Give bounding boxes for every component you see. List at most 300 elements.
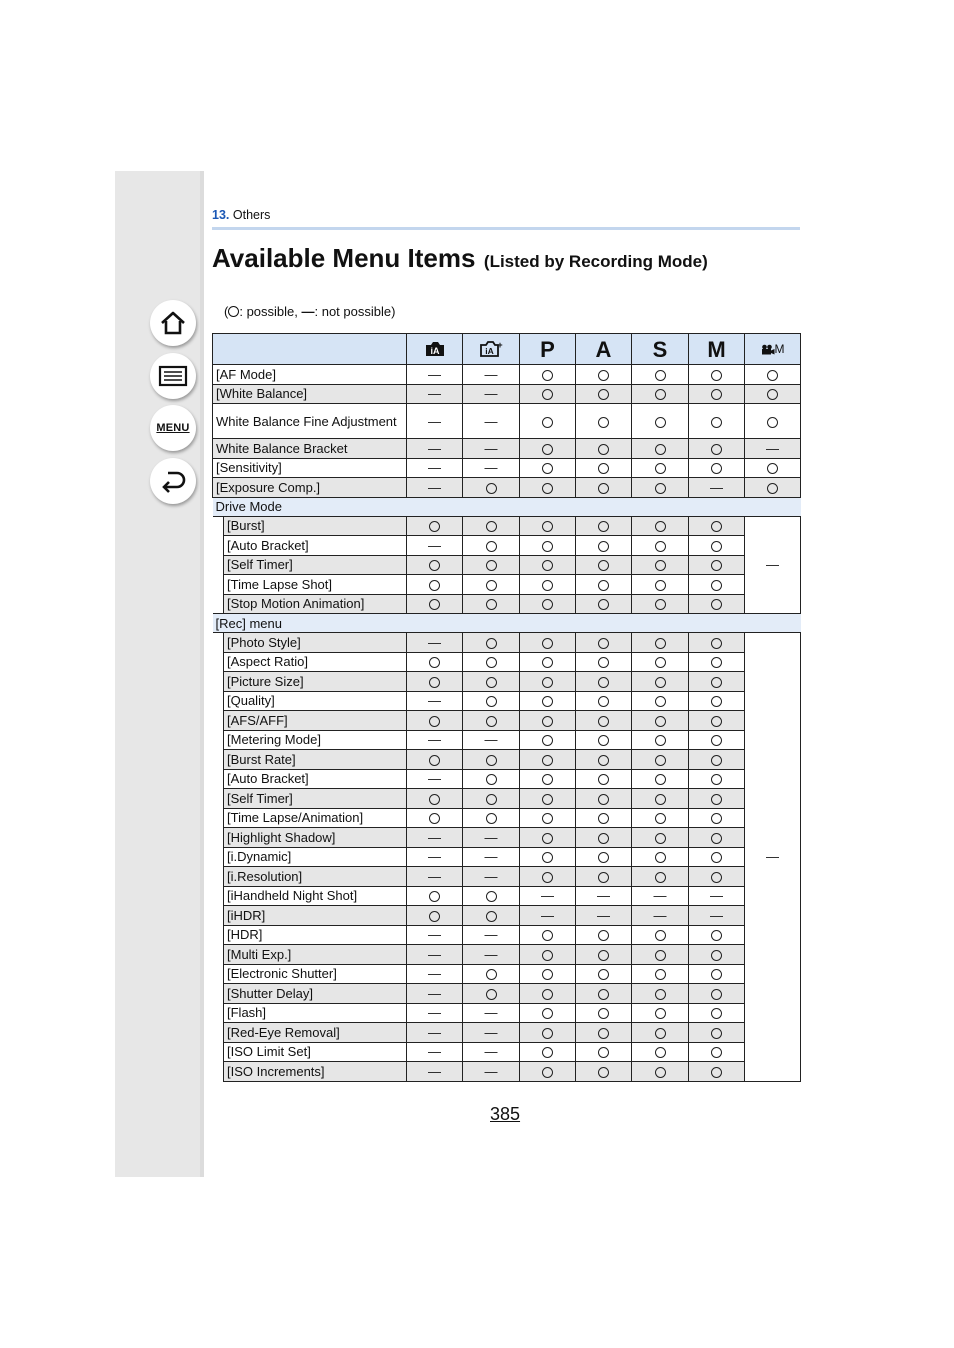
possible-mark	[520, 828, 576, 848]
possible-mark	[689, 365, 745, 385]
possible-mark	[632, 867, 689, 887]
dash-text: —	[428, 1044, 441, 1060]
table-row	[213, 847, 801, 867]
dash-text: —	[484, 460, 498, 476]
not-possible-mark	[576, 906, 632, 926]
possible-mark	[689, 1042, 745, 1062]
table-row	[213, 691, 801, 711]
circle-icon	[598, 1047, 609, 1058]
circle-icon	[711, 1047, 722, 1058]
indent-cell	[213, 750, 224, 770]
circle-icon	[542, 560, 553, 571]
possible-mark	[576, 984, 632, 1004]
possible-mark	[632, 633, 689, 653]
not-possible-mark	[520, 906, 576, 926]
possible-mark	[576, 1023, 632, 1043]
possible-mark	[407, 672, 463, 692]
possible-mark	[520, 984, 576, 1004]
row-label: [Flash]	[224, 1003, 407, 1023]
circle-icon	[542, 1067, 553, 1078]
possible-mark	[689, 575, 745, 595]
row-label: [Burst Rate]	[224, 750, 407, 770]
possible-mark	[520, 750, 576, 770]
table-row	[213, 575, 801, 595]
dash-text: —	[541, 907, 554, 923]
possible-mark	[520, 439, 576, 459]
possible-mark	[520, 384, 576, 404]
circle-icon	[711, 833, 722, 844]
list-icon	[158, 365, 188, 387]
row-label: [Sensitivity]	[213, 458, 407, 478]
circle-icon	[598, 677, 609, 688]
circle-icon	[598, 852, 609, 863]
back-arrow-icon	[159, 469, 187, 493]
possible-mark	[520, 478, 576, 498]
not-possible-mark	[407, 1003, 463, 1023]
svg-text:+: +	[497, 340, 503, 350]
possible-mark	[632, 652, 689, 672]
row-label: [Photo Style]	[224, 633, 407, 653]
circle-icon	[655, 560, 666, 571]
dash-text: —	[484, 386, 498, 402]
table-row	[213, 555, 801, 575]
circle-icon	[429, 599, 440, 610]
possible-mark	[632, 365, 689, 385]
dash-text: —	[484, 1044, 498, 1060]
possible-mark	[520, 730, 576, 750]
row-label: [Shutter Delay]	[224, 984, 407, 1004]
circle-icon	[711, 370, 722, 381]
possible-mark	[689, 516, 745, 536]
possible-mark	[576, 458, 632, 478]
possible-mark	[407, 711, 463, 731]
possible-mark	[745, 458, 801, 478]
dash-text: —	[484, 849, 498, 865]
possible-mark	[576, 867, 632, 887]
possible-mark	[576, 478, 632, 498]
circle-icon	[655, 1047, 666, 1058]
dash-text: —	[653, 907, 667, 923]
svg-text:iA: iA	[485, 346, 494, 356]
possible-mark	[407, 516, 463, 536]
dash-text: —	[428, 771, 441, 787]
dash-text: —	[484, 413, 498, 429]
possible-mark	[632, 925, 689, 945]
col-a: A	[576, 334, 632, 365]
header-blank	[213, 334, 407, 365]
col-movie-m	[745, 334, 801, 365]
circle-icon	[429, 580, 440, 591]
group-header-row	[213, 497, 801, 516]
possible-mark	[632, 828, 689, 848]
home-icon	[159, 310, 187, 336]
possible-mark	[463, 575, 520, 595]
circle-icon	[486, 657, 497, 668]
possible-mark	[576, 404, 632, 439]
dash-text: —	[428, 634, 441, 650]
possible-mark	[576, 672, 632, 692]
circle-icon	[711, 444, 722, 455]
circle-icon	[486, 774, 497, 785]
group-label: Drive Mode	[213, 497, 801, 516]
possible-mark	[632, 439, 689, 459]
possible-mark	[576, 691, 632, 711]
circle-icon	[486, 911, 497, 922]
not-possible-mark	[745, 439, 801, 459]
circle-icon	[655, 463, 666, 474]
possible-mark	[520, 458, 576, 478]
circle-icon	[655, 969, 666, 980]
circle-icon	[655, 483, 666, 494]
table-row	[213, 1023, 801, 1043]
circle-icon	[655, 774, 666, 785]
possible-mark	[632, 1062, 689, 1082]
title-sub: (Listed by Recording Mode)	[483, 252, 708, 271]
not-possible-mark	[463, 1023, 520, 1043]
row-label: [iHandheld Night Shot]	[224, 886, 407, 906]
possible-mark	[407, 906, 463, 926]
circle-icon	[655, 989, 666, 1000]
menu-label: MENU	[156, 422, 190, 434]
indent-cell	[213, 847, 224, 867]
dash-text: —	[484, 1024, 498, 1040]
indent-cell	[213, 925, 224, 945]
circle-icon	[598, 735, 609, 746]
indent-cell	[213, 964, 224, 984]
circle-icon	[542, 580, 553, 591]
table-row	[213, 536, 801, 556]
possible-mark	[520, 808, 576, 828]
row-label: [Multi Exp.]	[224, 945, 407, 965]
possible-mark	[632, 478, 689, 498]
possible-mark	[689, 750, 745, 770]
legend-open: (	[224, 304, 229, 319]
row-label: [White Balance]	[213, 384, 407, 404]
table-row	[213, 1003, 801, 1023]
possible-mark	[520, 516, 576, 536]
possible-mark	[689, 964, 745, 984]
circle-icon	[655, 1008, 666, 1019]
indent-cell	[213, 730, 224, 750]
possible-mark	[632, 672, 689, 692]
circle-icon	[429, 677, 440, 688]
legend-possible: : possible,	[239, 304, 302, 319]
possible-mark	[689, 672, 745, 692]
page-number: 385	[490, 1104, 521, 1124]
circle-icon	[429, 657, 440, 668]
row-label: [Red-Eye Removal]	[224, 1023, 407, 1043]
dash-text: —	[428, 460, 441, 476]
not-possible-mark	[689, 478, 745, 498]
home-button[interactable]	[150, 300, 196, 346]
row-label: [Time Lapse Shot]	[224, 575, 407, 595]
circle-icon	[598, 930, 609, 941]
possible-mark	[689, 984, 745, 1004]
possible-mark	[576, 575, 632, 595]
table-row	[213, 984, 801, 1004]
circle-icon	[711, 813, 722, 824]
dash-text: —	[484, 440, 498, 456]
possible-mark	[520, 1042, 576, 1062]
possible-mark	[463, 516, 520, 536]
not-possible-mark	[520, 886, 576, 906]
possible-mark	[689, 594, 745, 614]
possible-mark	[520, 594, 576, 614]
dash-text: —	[428, 849, 441, 865]
circle-icon	[542, 696, 553, 707]
possible-mark	[632, 964, 689, 984]
possible-mark	[689, 769, 745, 789]
col-s: S	[632, 334, 689, 365]
col-ia	[407, 334, 463, 365]
row-label: [Time Lapse/Animation]	[224, 808, 407, 828]
possible-mark	[463, 478, 520, 498]
circle-icon	[655, 389, 666, 400]
not-possible-mark	[407, 847, 463, 867]
possible-mark	[463, 691, 520, 711]
circle-icon	[711, 463, 722, 474]
dash-text: —	[428, 1005, 441, 1021]
table-row	[213, 384, 801, 404]
table-row	[213, 516, 801, 536]
possible-mark	[576, 1062, 632, 1082]
back-button[interactable]	[150, 458, 196, 504]
dash-text: —	[428, 985, 441, 1001]
possible-mark	[463, 964, 520, 984]
row-label: [i.Dynamic]	[224, 847, 407, 867]
circle-icon	[711, 541, 722, 552]
not-possible-mark	[407, 964, 463, 984]
circle-icon	[711, 389, 722, 400]
dash-text: —	[597, 888, 610, 904]
circle-icon	[486, 989, 497, 1000]
circle-icon	[655, 1067, 666, 1078]
not-possible-mark	[407, 1023, 463, 1043]
col-ia-plus	[463, 334, 520, 365]
possible-mark	[689, 789, 745, 809]
row-label: [Highlight Shadow]	[224, 828, 407, 848]
circle-icon	[542, 989, 553, 1000]
dash-text: —	[428, 927, 441, 943]
row-label: [ISO Limit Set]	[224, 1042, 407, 1062]
circle-icon	[711, 755, 722, 766]
circle-icon	[542, 417, 553, 428]
circle-icon	[429, 794, 440, 805]
circle-icon	[486, 813, 497, 824]
indent-cell	[213, 769, 224, 789]
dash-text: —	[428, 966, 441, 982]
not-possible-mark	[407, 439, 463, 459]
dash-text: —	[428, 440, 441, 456]
circle-icon	[655, 950, 666, 961]
possible-mark	[632, 750, 689, 770]
possible-mark	[689, 404, 745, 439]
not-possible-mark	[407, 458, 463, 478]
possible-mark	[520, 555, 576, 575]
circle-icon	[655, 599, 666, 610]
circle-icon	[655, 735, 666, 746]
possible-mark	[520, 1023, 576, 1043]
circle-icon	[486, 521, 497, 532]
dash-text: —	[484, 1005, 498, 1021]
circle-icon	[486, 696, 497, 707]
dash-text: —	[710, 888, 723, 904]
circle-icon	[598, 444, 609, 455]
not-possible-mark	[576, 886, 632, 906]
row-label: [i.Resolution]	[224, 867, 407, 887]
circle-icon	[655, 833, 666, 844]
possible-mark	[576, 1003, 632, 1023]
menu-button[interactable]	[150, 405, 196, 451]
contents-button[interactable]	[150, 353, 196, 399]
circle-icon	[598, 872, 609, 883]
circle-icon	[598, 521, 609, 532]
possible-mark	[632, 691, 689, 711]
dash-text: —	[484, 366, 498, 382]
merged-movie-cell: —	[745, 516, 801, 614]
circle-icon	[598, 560, 609, 571]
col-p: P	[520, 334, 576, 365]
circle-icon	[486, 677, 497, 688]
table-row	[213, 458, 801, 478]
indent-cell	[213, 594, 224, 614]
possible-mark	[745, 365, 801, 385]
not-possible-mark	[407, 867, 463, 887]
circle-icon	[655, 638, 666, 649]
indent-cell	[213, 652, 224, 672]
table-row	[213, 439, 801, 459]
circle-icon	[711, 580, 722, 591]
indent-cell	[213, 1062, 224, 1082]
row-label: [AFS/AFF]	[224, 711, 407, 731]
circle-icon	[711, 872, 722, 883]
not-possible-mark	[689, 886, 745, 906]
circle-icon	[655, 677, 666, 688]
not-possible-mark	[407, 925, 463, 945]
circle-icon	[542, 1047, 553, 1058]
circle-icon	[598, 774, 609, 785]
legend	[224, 304, 395, 319]
circle-icon	[598, 755, 609, 766]
circle-icon	[711, 1067, 722, 1078]
circle-icon	[655, 852, 666, 863]
possible-mark	[463, 711, 520, 731]
circle-icon	[655, 716, 666, 727]
not-possible-mark	[463, 365, 520, 385]
possible-mark	[632, 945, 689, 965]
circle-icon	[598, 638, 609, 649]
table-row	[213, 672, 801, 692]
possible-mark	[520, 769, 576, 789]
circle-icon	[767, 370, 778, 381]
possible-mark	[745, 404, 801, 439]
circle-icon	[711, 852, 722, 863]
row-label: [Exposure Comp.]	[213, 478, 407, 498]
group-label: [Rec] menu	[213, 614, 801, 633]
row-label: White Balance Fine Adjustment	[213, 404, 407, 439]
possible-mark	[632, 458, 689, 478]
indent-cell	[213, 711, 224, 731]
possible-mark	[576, 652, 632, 672]
menu-items-table	[212, 333, 801, 1082]
possible-mark	[745, 384, 801, 404]
table-row	[213, 964, 801, 984]
circle-icon	[655, 417, 666, 428]
possible-mark	[520, 711, 576, 731]
header-row	[213, 334, 801, 365]
circle-icon	[598, 599, 609, 610]
dash-text: —	[428, 1024, 441, 1040]
circle-icon	[598, 794, 609, 805]
circle-icon	[711, 599, 722, 610]
possible-mark	[689, 652, 745, 672]
circle-icon	[542, 677, 553, 688]
not-possible-mark	[463, 1042, 520, 1062]
possible-mark	[632, 555, 689, 575]
table-row	[213, 1042, 801, 1062]
possible-mark	[576, 808, 632, 828]
circle-icon	[429, 813, 440, 824]
dash-text: —	[428, 366, 441, 382]
circle-icon	[655, 521, 666, 532]
table-row	[213, 886, 801, 906]
not-possible-mark	[407, 984, 463, 1004]
circle-icon	[486, 599, 497, 610]
circle-icon	[429, 716, 440, 727]
sidebar-edge	[200, 171, 204, 1177]
possible-mark	[576, 365, 632, 385]
circle-icon	[486, 755, 497, 766]
dash-text: —	[428, 386, 441, 402]
circle-icon	[486, 891, 497, 902]
possible-mark	[632, 1042, 689, 1062]
circle-icon	[542, 483, 553, 494]
circle-icon	[542, 794, 553, 805]
not-possible-mark	[407, 1042, 463, 1062]
circle-icon	[486, 716, 497, 727]
possible-mark	[689, 384, 745, 404]
circle-icon	[486, 794, 497, 805]
circle-icon	[542, 852, 553, 863]
indent-cell	[213, 691, 224, 711]
not-possible-mark	[407, 691, 463, 711]
circle-icon	[598, 696, 609, 707]
circle-icon	[598, 969, 609, 980]
circle-icon	[711, 560, 722, 571]
dash-text: —	[428, 413, 441, 429]
indent-cell	[213, 984, 224, 1004]
possible-mark	[576, 711, 632, 731]
group-header-row	[213, 614, 801, 633]
not-possible-mark	[463, 1062, 520, 1082]
circle-icon	[598, 1008, 609, 1019]
circle-icon	[542, 521, 553, 532]
circle-icon	[767, 463, 778, 474]
possible-mark	[407, 555, 463, 575]
not-possible-mark	[407, 536, 463, 556]
possible-mark	[632, 516, 689, 536]
possible-mark	[689, 1062, 745, 1082]
table-row	[213, 945, 801, 965]
possible-mark	[463, 886, 520, 906]
not-possible-mark	[407, 769, 463, 789]
row-label: [HDR]	[224, 925, 407, 945]
not-possible-mark	[407, 828, 463, 848]
possible-mark	[520, 867, 576, 887]
circle-icon	[711, 696, 722, 707]
circle-icon	[655, 872, 666, 883]
possible-mark	[407, 750, 463, 770]
